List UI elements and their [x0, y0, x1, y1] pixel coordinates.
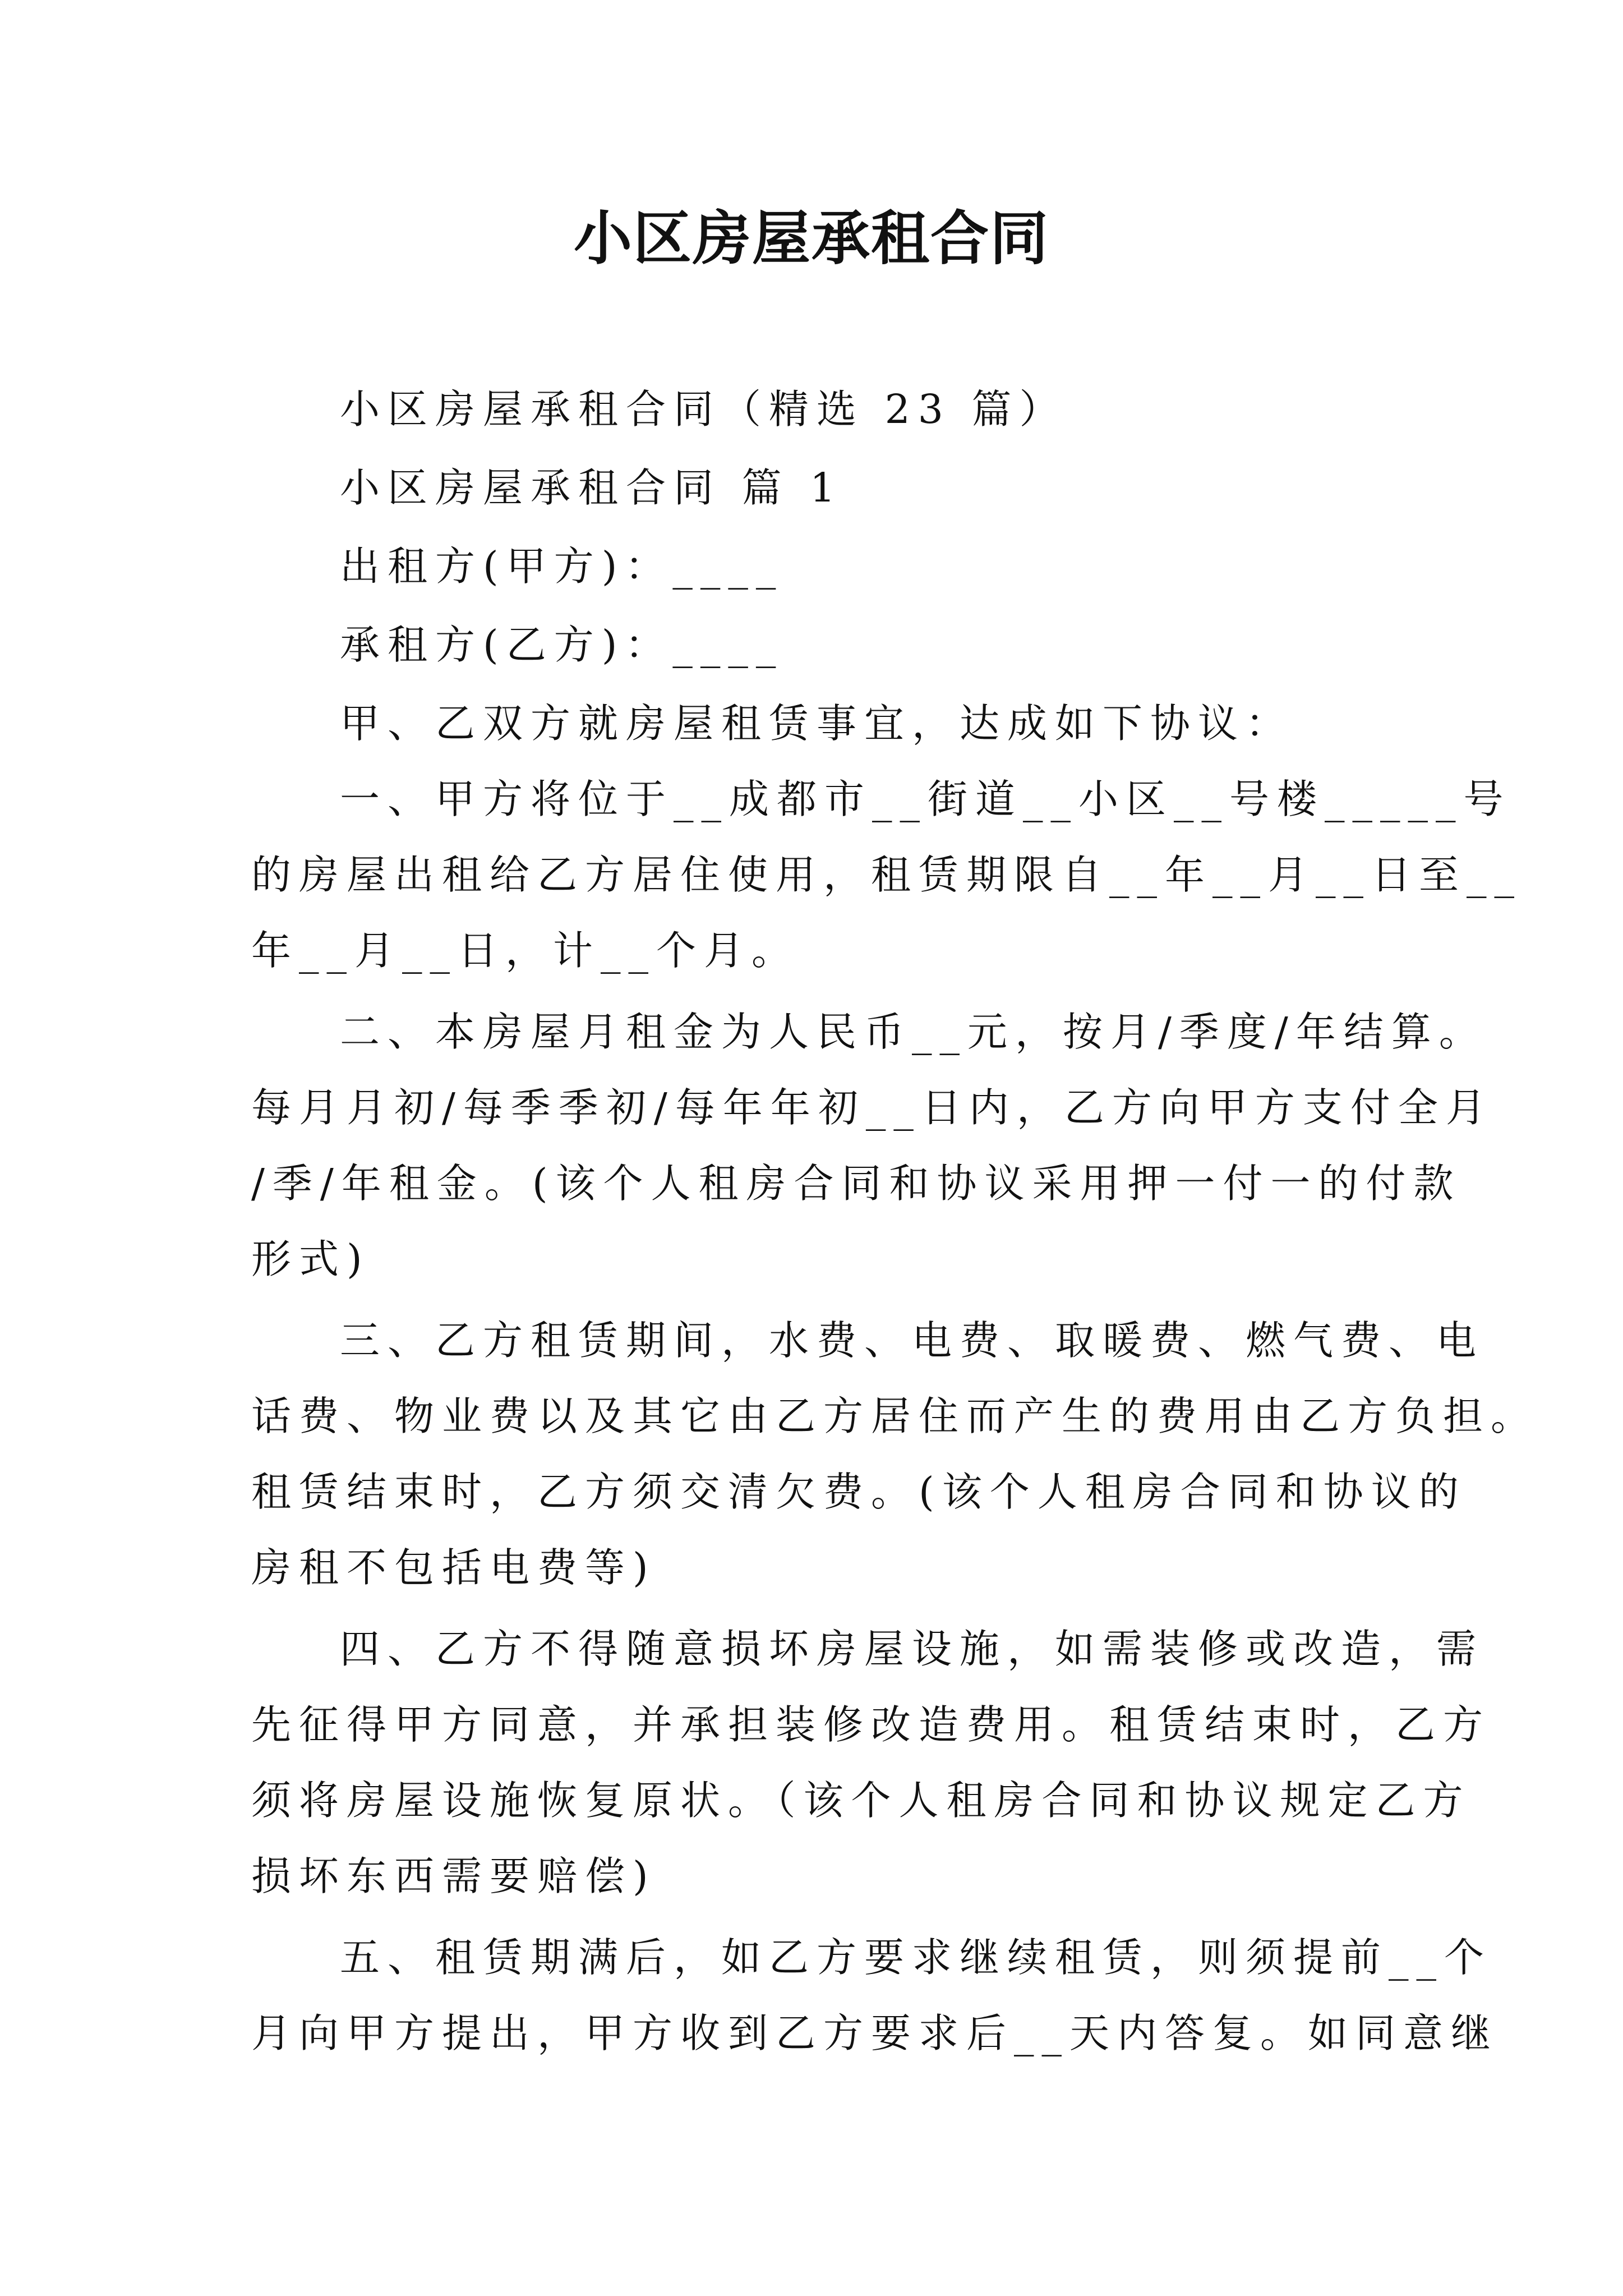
doc-line-clause-2: 二、本房屋月租金为人民币__元，按月/季度/年结算。 [340, 1009, 1487, 1055]
doc-line-subtitle: 小区房屋承租合同（精选 23 篇） [340, 386, 1067, 432]
doc-line-section-heading: 小区房屋承租合同 篇 1 [340, 464, 843, 511]
doc-line-clause-1: 年__月__日，计__个月。 [251, 927, 800, 974]
doc-line-clause-4: 四、乙方不得随意损坏房屋设施，如需装修或改造，需 [340, 1626, 1484, 1672]
doc-line-clause-5: 月向甲方提出，甲方收到乙方要求后__天内答复。如同意继 [251, 2010, 1499, 2056]
doc-line-clause-3: 三、乙方租赁期间，水费、电费、取暖费、燃气费、电 [340, 1317, 1484, 1364]
doc-line-clause-4: 须将房屋设施恢复原状。（该个人租房合同和协议规定乙方 [251, 1777, 1471, 1824]
doc-line-clause-2: 形式) [251, 1236, 370, 1282]
doc-line-clause-5: 五、租赁期满后，如乙方要求继续租赁，则须提前__个 [340, 1934, 1492, 1981]
doc-line-clause-4: 损坏东西需要赔偿) [251, 1853, 656, 1899]
doc-line-clause-4: 先征得甲方同意，并承担装修改造费用。租赁结束时，乙方 [251, 1701, 1491, 1748]
doc-line-clause-3: 房租不包括电费等) [251, 1544, 656, 1591]
doc-line-clause-1: 的房屋出租给乙方居住使用，租赁期限自__年__月__日至__ [251, 852, 1523, 898]
doc-line-clause-2: /季/年租金。(该个人租房合同和协议采用押一付一的付款 [251, 1160, 1461, 1207]
document-title: 小区房屋承租合同 [573, 204, 1049, 273]
doc-line-clause-2: 每月月初/每季季初/每年年初__日内，乙方向甲方支付全月 [251, 1084, 1493, 1131]
doc-line-clause-3: 话费、物业费以及其它由乙方居住而产生的费用由乙方负担。 [251, 1393, 1539, 1439]
doc-line-agreement-intro: 甲、乙双方就房屋租赁事宜，达成如下协议： [340, 700, 1294, 747]
doc-line-lessee: 承租方(乙方)：____ [340, 622, 784, 668]
doc-line-clause-1: 一、甲方将位于__成都市__街道__小区__号楼_____号 [340, 776, 1511, 822]
doc-line-lessor: 出租方(甲方)：____ [340, 543, 784, 590]
doc-line-clause-3: 租赁结束时，乙方须交清欠费。(该个人租房合同和协议的 [251, 1469, 1467, 1515]
